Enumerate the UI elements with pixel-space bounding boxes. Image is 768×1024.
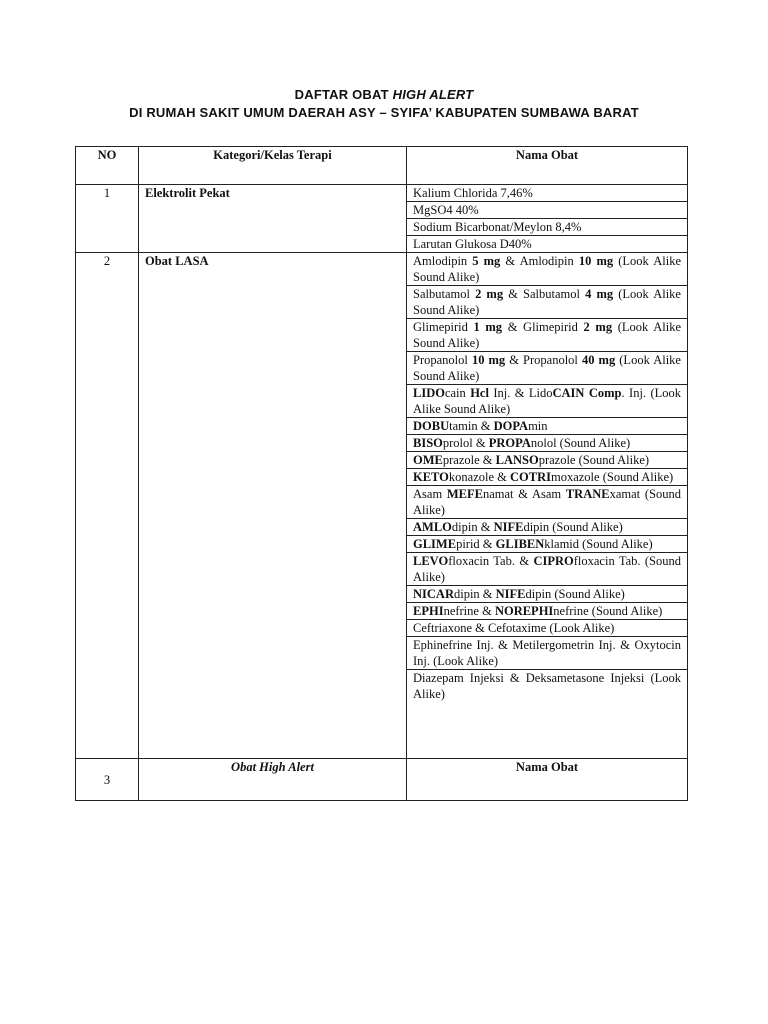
drug-name-emphasis: NICAR (413, 587, 454, 601)
header-nama-obat: Nama Obat (407, 147, 688, 185)
drug-name-text: prolol & (442, 436, 489, 450)
drug-name-emphasis: 10 mg (578, 254, 614, 268)
drug-name-text: (Look Alike Sound Alike) (413, 353, 681, 383)
drug-name-emphasis: LIDO (413, 386, 445, 400)
drug-name-emphasis: MEFE (446, 487, 483, 501)
drug-name-emphasis: LEVO (413, 554, 449, 568)
section1-row-first (76, 185, 688, 202)
drug-name-text: namat & Asam (482, 487, 566, 501)
drug-name-emphasis: GLIBEN (495, 537, 545, 551)
drug-name-text: nefrine & (443, 604, 495, 618)
section3-nama-obat: Nama Obat (407, 759, 688, 801)
drug-name-emphasis: DOBU (413, 419, 450, 433)
high-alert-drug-table (75, 146, 688, 801)
drug-name-text: (Look Alike Sound Alike) (413, 287, 681, 317)
drug-name-text: Propanolol (413, 353, 472, 367)
drug-cell (407, 352, 688, 385)
drug-name-text: xamat (Sound Alike) (413, 487, 681, 517)
drug-name-emphasis: AMLO (413, 520, 452, 534)
drug-cell (407, 586, 688, 603)
drug-name-emphasis: PROPA (488, 436, 531, 450)
drug-name-text: pirid & (456, 537, 496, 551)
section2-kategori: Obat LASA (139, 253, 407, 759)
drug-cell (407, 637, 688, 670)
drug-cell (407, 385, 688, 418)
drug-name-emphasis: 2 mg (583, 320, 613, 334)
drug-cell (407, 286, 688, 319)
drug-name-emphasis: BISO (413, 436, 443, 450)
drug-name-text: min (528, 419, 548, 433)
drug-cell (407, 469, 688, 486)
drug-cell (407, 620, 688, 637)
drug-name-text: cain (444, 386, 471, 400)
drug-cell (407, 418, 688, 435)
section2-row-first (76, 253, 688, 286)
drug-name-emphasis: KETO (413, 470, 449, 484)
drug-name-text: Salbutamol (413, 287, 476, 301)
drug-name-text: Amlodipin (413, 254, 473, 268)
drug-name-emphasis: NIFE (495, 587, 526, 601)
drug-name-emphasis: DOPA (493, 419, 529, 433)
drug-name-emphasis: 10 mg (471, 353, 506, 367)
drug-name-emphasis: 1 mg (473, 320, 503, 334)
drug-name-text: & Glimepirid (502, 320, 584, 334)
drug-cell (407, 452, 688, 469)
drug-name-text: Glimepirid (413, 320, 474, 334)
drug-cell: MgSO4 40% (407, 202, 688, 219)
drug-name-text: & Salbutamol (503, 287, 586, 301)
drug-cell (407, 603, 688, 620)
drug-name-emphasis: OME (413, 453, 443, 467)
document-title-line2: DI RUMAH SAKIT UMUM DAERAH ASY – SYIFA’ KABUPATEN SUMBAWA BARAT (129, 105, 639, 120)
drug-cell: Larutan Glukosa D40% (407, 236, 688, 253)
drug-name-emphasis: CIPRO (533, 554, 574, 568)
drug-name-text: floxacin Tab. & (448, 554, 534, 568)
drug-name-emphasis: 2 mg (475, 287, 504, 301)
drug-name-text: tamin & (449, 419, 494, 433)
drug-name-emphasis: 5 mg (472, 254, 501, 268)
title-prefix: DAFTAR OBAT (294, 87, 393, 102)
drug-name-text: prazole (Sound Alike) (538, 453, 650, 467)
header-no: NO (76, 147, 139, 185)
drug-name-text: prazole & (442, 453, 496, 467)
drug-name-text: nefrine (Sound Alike) (553, 604, 663, 618)
drug-name-text: dipin & (453, 587, 496, 601)
drug-name-emphasis: EPHI (413, 604, 444, 618)
header-kategori: Kategori/Kelas Terapi (139, 147, 407, 185)
drug-name-emphasis: NOREPHI (494, 604, 554, 618)
drug-name-text: (Look Alike Sound Alike) (413, 320, 682, 350)
drug-name-emphasis: COTRI (510, 470, 551, 484)
drug-name-text: dipin (Sound Alike) (523, 520, 623, 534)
drug-name-text: Diazepam Injeksi & Deksametasone Injeksi (Look Alike) (413, 671, 681, 701)
section2-no: 2 (76, 253, 139, 759)
title-italic: HIGH ALERT (392, 87, 474, 102)
drug-name-text: . Inj. (Look Alike Sound Alike) (413, 386, 681, 416)
drug-name-text: Inj. & Lido (488, 386, 553, 400)
drug-cell (407, 536, 688, 553)
drug-cell (407, 519, 688, 536)
section3-no: 3 (76, 759, 139, 801)
table-header-row (76, 147, 688, 185)
drug-name-emphasis: NIFE (493, 520, 524, 534)
drug-name-emphasis: TRANE (565, 487, 610, 501)
drug-name-text: Ephinefrine Inj. & Metilergometrin Inj. & Oxytocin Inj. (Look Alike) (413, 638, 681, 668)
drug-cell (407, 319, 688, 352)
drug-cell: Sodium Bicarbonat/Meylon 8,4% (407, 219, 688, 236)
drug-cell (407, 670, 688, 759)
document-title-line1 (0, 87, 768, 102)
drug-name-text: moxazole (Sound Alike) (550, 470, 674, 484)
drug-name-text: dipin & (451, 520, 494, 534)
drug-name-emphasis: 40 mg (581, 353, 616, 367)
drug-cell (407, 486, 688, 519)
drug-name-text: konazole & (448, 470, 510, 484)
drug-name-text: Ceftriaxone & Cefotaxime (Look Alike) (413, 621, 615, 635)
drug-name-text: (Look Alike Sound Alike) (413, 254, 681, 284)
drug-name-text: floxacin Tab. (Sound Alike) (413, 554, 682, 584)
drug-cell (407, 553, 688, 586)
section3-kategori: Obat High Alert (139, 759, 407, 801)
drug-name-emphasis: CAIN Comp (552, 386, 622, 400)
drug-name-emphasis: GLIME (413, 537, 457, 551)
drug-cell: Kalium Chlorida 7,46% (407, 185, 688, 202)
drug-name-text: dipin (Sound Alike) (525, 587, 625, 601)
section1-kategori: Elektrolit Pekat (139, 185, 407, 253)
section3-row (76, 759, 688, 801)
drug-name-text: nolol (Sound Alike) (530, 436, 631, 450)
drug-cell (407, 253, 688, 286)
drug-name-emphasis: Hcl (470, 386, 489, 400)
drug-name-emphasis: 4 mg (585, 287, 614, 301)
drug-cell (407, 435, 688, 452)
section1-no: 1 (76, 185, 139, 253)
drug-name-text: & Propanolol (505, 353, 582, 367)
drug-name-text: klamid (Sound Alike) (544, 537, 653, 551)
drug-name-text: & Amlodipin (500, 254, 579, 268)
drug-name-text: Asam (413, 487, 447, 501)
drug-name-emphasis: LANSO (495, 453, 539, 467)
